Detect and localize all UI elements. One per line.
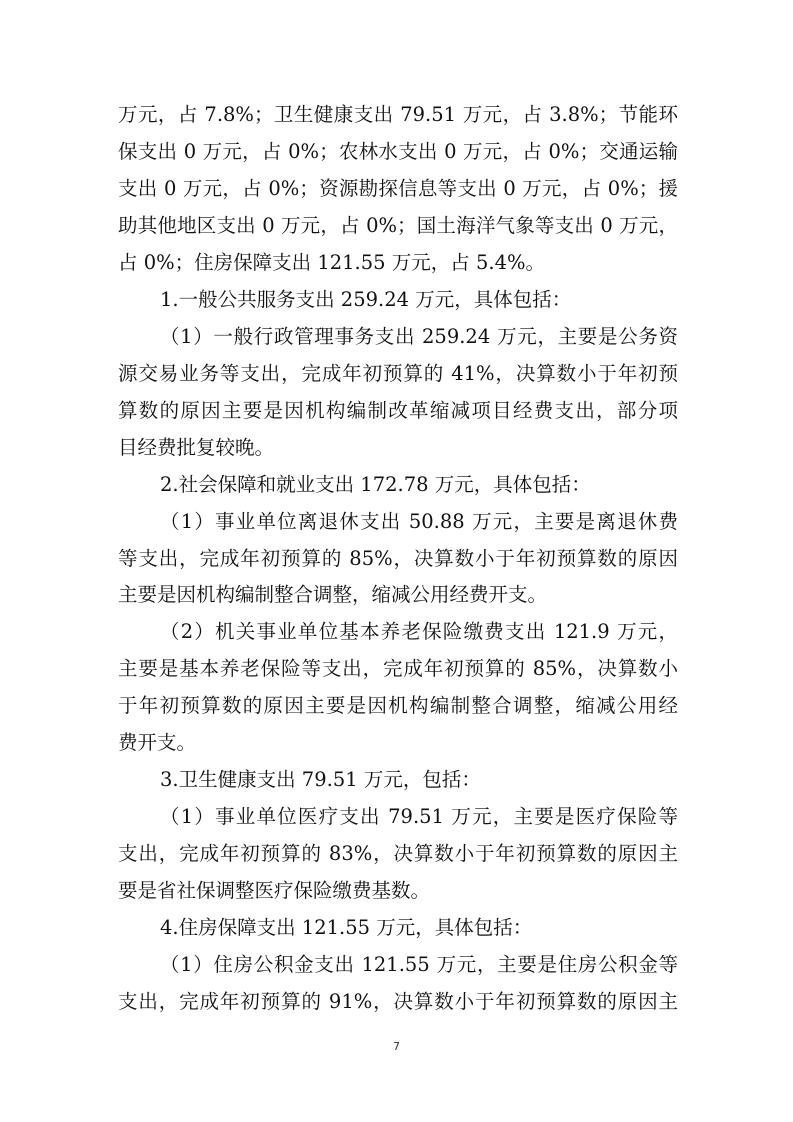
text-line: 目经费批复较晚。 (118, 435, 275, 459)
text-line: 支出，完成年初预算的 83%，决算数小于年初预算数的原因主 (118, 842, 678, 866)
text-line: （1）事业单位医疗支出 79.51 万元，主要是医疗保险等 (160, 805, 678, 829)
text-line: 助其他地区支出 0 万元，占 0%；国土海洋气象等支出 0 万元， (118, 213, 678, 237)
text-line: （1）事业单位离退休支出 50.88 万元，主要是离退休费 (160, 509, 678, 533)
text-line: 主要是因机构编制整合调整，缩减公用经费开支。 (118, 583, 548, 607)
text-line: 算数的原因主要是因机构编制改革缩减项目经费支出，部分项 (118, 398, 678, 422)
text-line: 主要是基本养老保险等支出，完成年初预算的 85%，决算数小 (118, 657, 678, 681)
text-line: 于年初预算数的原因主要是因机构编制整合调整，缩减公用经 (118, 694, 678, 718)
text-line: （1）住房公积金支出 121.55 万元，主要是住房公积金等 (160, 953, 678, 977)
section-heading: 1.一般公共服务支出 259.24 万元，具体包括： (160, 287, 572, 311)
text-line: 等支出，完成年初预算的 85%，决算数小于年初预算数的原因 (118, 546, 678, 570)
text-line: 要是省社保调整医疗保险缴费基数。 (118, 879, 431, 903)
text-line: （1）一般行政管理事务支出 259.24 万元，主要是公务资 (160, 324, 678, 348)
text-line: 支出，完成年初预算的 91%，决算数小于年初预算数的原因主 (118, 990, 678, 1013)
text-line: 占 0%；住房保障支出 121.55 万元，占 5.4%。 (118, 250, 546, 274)
text-line: 费开支。 (118, 731, 197, 755)
section-heading: 3.卫生健康支出 79.51 万元，包括： (160, 768, 481, 792)
section-heading: 2.社会保障和就业支出 172.78 万元，具体包括： (160, 472, 591, 496)
text-line: 万元，占 7.8%；卫生健康支出 79.51 万元，占 3.8%；节能环 (118, 103, 678, 126)
text-line: 支出 0 万元，占 0%；资源勘探信息等支出 0 万元，占 0%；援 (118, 176, 678, 200)
section-heading: 4.住房保障支出 121.55 万元，具体包括： (160, 916, 533, 940)
page-number: 7 (393, 1040, 400, 1053)
text-line: 保支出 0 万元，占 0%；农林水支出 0 万元，占 0%；交通运输 (118, 139, 678, 163)
text-line: （2）机关事业单位基本养老保险缴费支出 121.9 万元， (160, 620, 678, 644)
text-line: 源交易业务等支出，完成年初预算的 41%，决算数小于年初预 (118, 361, 678, 385)
